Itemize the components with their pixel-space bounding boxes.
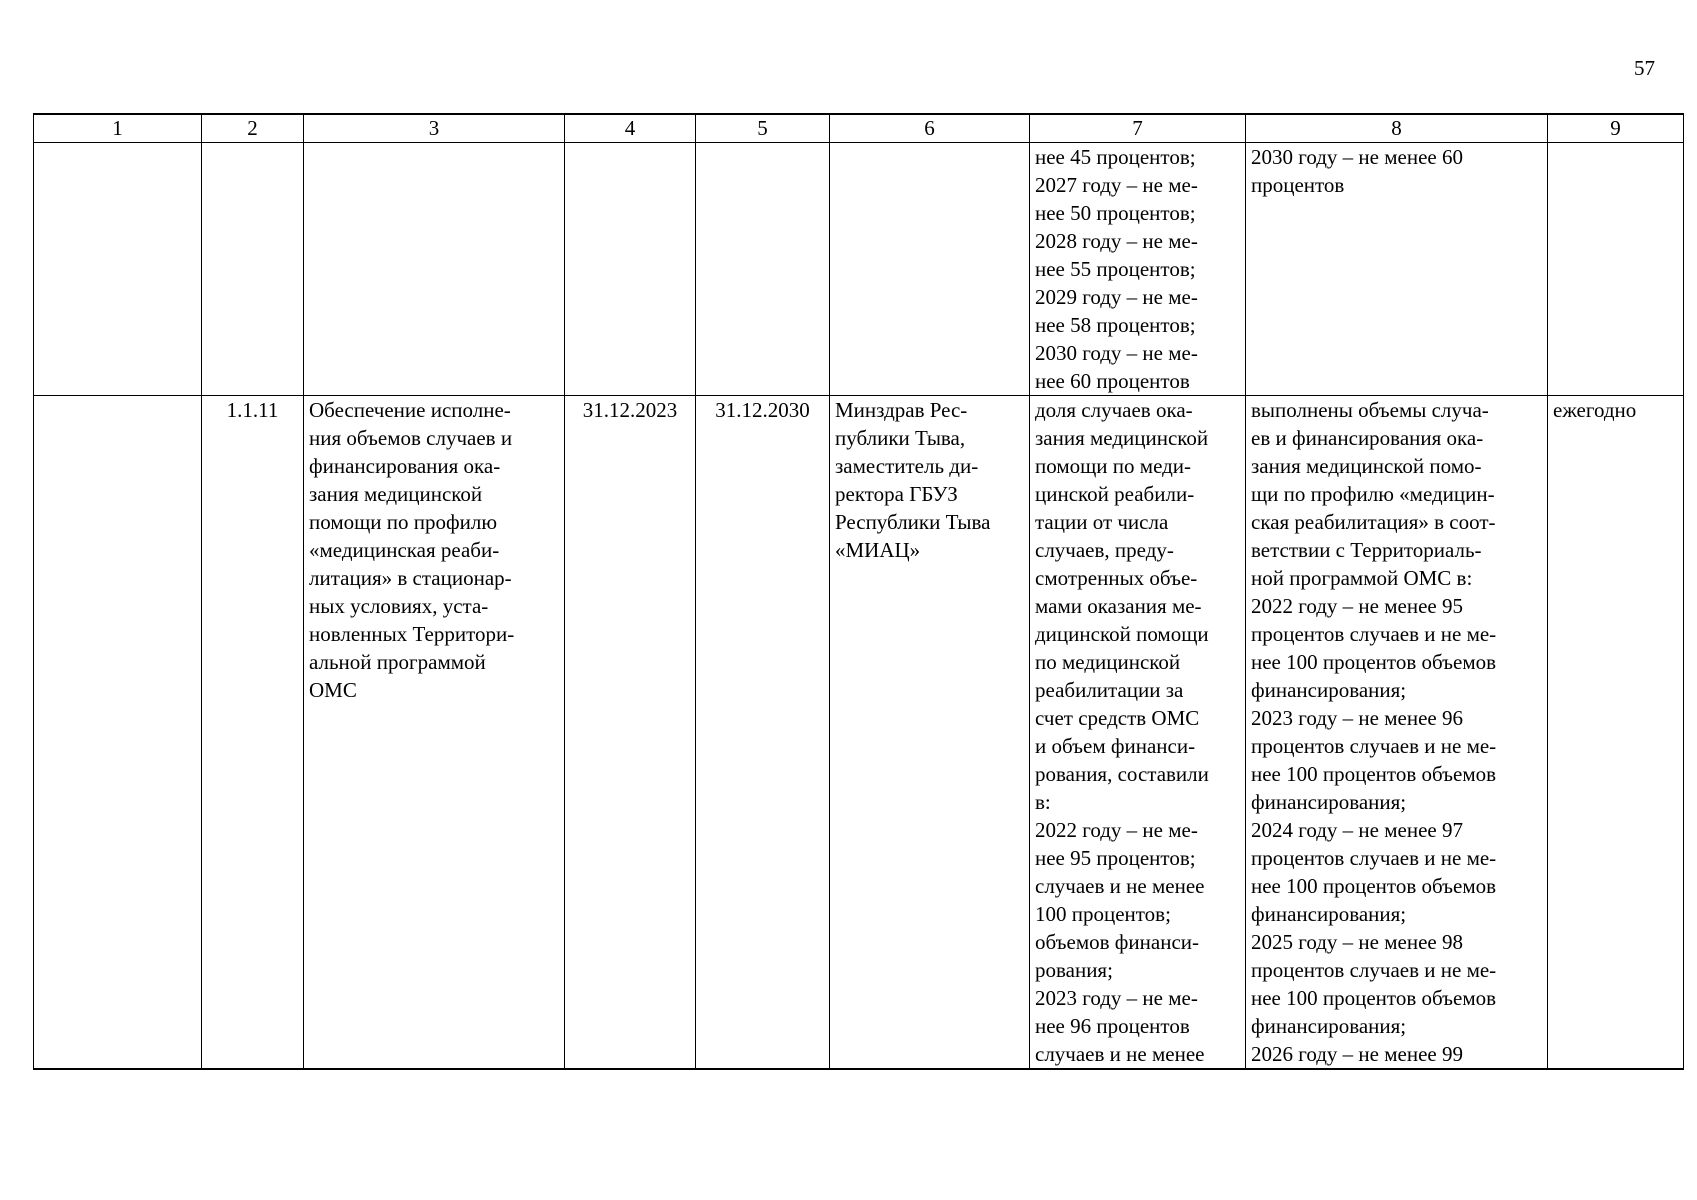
text-line: щи по профилю «медицин- bbox=[1251, 482, 1495, 506]
text-line: Обеспечение исполне- bbox=[309, 398, 511, 422]
measures-table bbox=[33, 113, 1684, 1070]
text-line: по медицинской bbox=[1035, 650, 1181, 674]
text-line: рования, составили bbox=[1035, 762, 1209, 786]
text-line: литация» в стационар- bbox=[309, 566, 512, 590]
text-line: 2023 году – не ме- bbox=[1035, 986, 1198, 1010]
text-line: процентов bbox=[1251, 173, 1345, 197]
text-line: случаев и не менее bbox=[1035, 874, 1205, 898]
column-number-2: 2 bbox=[202, 114, 304, 143]
text-line: 2022 году – не менее 95 bbox=[1251, 594, 1463, 618]
text-line: объемов финанси- bbox=[1035, 930, 1199, 954]
measure-number: 1.1.11 bbox=[202, 396, 304, 1070]
indicator-continuation bbox=[1030, 143, 1246, 396]
text-line: зания медицинской помо- bbox=[1251, 454, 1482, 478]
responsible-executor bbox=[830, 396, 1030, 1070]
column-number-7: 7 bbox=[1030, 114, 1246, 143]
text-line: финансирования; bbox=[1251, 1014, 1407, 1038]
cell-empty bbox=[202, 143, 304, 396]
text-line: нее 55 процентов; bbox=[1035, 257, 1196, 281]
text-line: ОМС bbox=[309, 678, 357, 702]
text-line: нее 50 процентов; bbox=[1035, 201, 1196, 225]
text-line: нее 96 процентов bbox=[1035, 1014, 1190, 1038]
text-line: смотренных объе- bbox=[1035, 566, 1198, 590]
text-line: дицинской помощи bbox=[1035, 622, 1209, 646]
text-line: ной программой ОМС в: bbox=[1251, 566, 1473, 590]
column-number-1: 1 bbox=[34, 114, 202, 143]
cell-empty bbox=[696, 143, 830, 396]
text-line: 2030 году – не ме- bbox=[1035, 341, 1198, 365]
text-line: процентов случаев и не ме- bbox=[1251, 622, 1497, 646]
text-line: нее 100 процентов объемов bbox=[1251, 874, 1497, 898]
text-line: 2029 году – не ме- bbox=[1035, 285, 1198, 309]
column-number-5: 5 bbox=[696, 114, 830, 143]
text-line: цинской реабили- bbox=[1035, 482, 1195, 506]
text-line: тации от числа bbox=[1035, 510, 1169, 534]
text-line: 2024 году – не менее 97 bbox=[1251, 818, 1463, 842]
cell-empty bbox=[34, 143, 202, 396]
continuation-row bbox=[34, 143, 1684, 396]
text-line: 2022 году – не ме- bbox=[1035, 818, 1198, 842]
column-numbers-row bbox=[34, 114, 1684, 143]
text-line: процентов случаев и не ме- bbox=[1251, 958, 1497, 982]
text-line: Республики Тыва bbox=[835, 510, 991, 534]
end-date: 31.12.2030 bbox=[696, 396, 830, 1070]
cell-empty bbox=[34, 396, 202, 1070]
text-line: помощи по профилю bbox=[309, 510, 498, 534]
text-line: выполнены объемы случа- bbox=[1251, 398, 1489, 422]
indicator-text bbox=[1030, 396, 1246, 1070]
column-number-9: 9 bbox=[1548, 114, 1684, 143]
text-line: ская реабилитация» в соот- bbox=[1251, 510, 1496, 534]
start-date: 31.12.2023 bbox=[565, 396, 696, 1070]
text-line: в: bbox=[1035, 790, 1051, 814]
measure-description bbox=[304, 396, 565, 1070]
column-number-3: 3 bbox=[304, 114, 565, 143]
text-line: случаев и не менее bbox=[1035, 1042, 1205, 1066]
text-line: 100 процентов; bbox=[1035, 902, 1171, 926]
text-line: «МИАЦ» bbox=[835, 538, 921, 562]
text-line: заместитель ди- bbox=[835, 454, 979, 478]
text-line: Минздрав Рес- bbox=[835, 398, 968, 422]
text-line: мами оказания ме- bbox=[1035, 594, 1202, 618]
text-line: ев и финансирования ока- bbox=[1251, 426, 1484, 450]
text-line: зания медицинской bbox=[309, 482, 483, 506]
text-line: нее 45 процентов; bbox=[1035, 145, 1196, 169]
text-line: публики Тыва, bbox=[835, 426, 966, 450]
page-number: 57 bbox=[1634, 56, 1655, 80]
text-line: случаев, преду- bbox=[1035, 538, 1174, 562]
text-line: 2030 году – не менее 60 bbox=[1251, 145, 1463, 169]
text-line: ных условиях, уста- bbox=[309, 594, 489, 618]
text-line: 2028 году – не ме- bbox=[1035, 229, 1198, 253]
column-number-6: 6 bbox=[830, 114, 1030, 143]
text-line: финансирования; bbox=[1251, 790, 1407, 814]
text-line: ния объемов случаев и bbox=[309, 426, 513, 450]
text-line: реабилитации за bbox=[1035, 678, 1184, 702]
text-line: процентов случаев и не ме- bbox=[1251, 734, 1497, 758]
text-line: нее 60 процентов bbox=[1035, 369, 1190, 393]
text-line: нее 100 процентов объемов bbox=[1251, 762, 1497, 786]
expected-result bbox=[1246, 396, 1548, 1070]
text-line: зания медицинской bbox=[1035, 426, 1209, 450]
text-line: счет средств ОМС bbox=[1035, 706, 1200, 730]
periodicity: ежегодно bbox=[1548, 396, 1684, 1070]
cell-empty bbox=[1548, 143, 1684, 396]
text-line: рования; bbox=[1035, 958, 1113, 982]
text-line: и объем финанси- bbox=[1035, 734, 1196, 758]
text-line: 2027 году – не ме- bbox=[1035, 173, 1198, 197]
text-line: 2025 году – не менее 98 bbox=[1251, 930, 1463, 954]
text-line: нее 95 процентов; bbox=[1035, 846, 1196, 870]
text-line: процентов случаев и не ме- bbox=[1251, 846, 1497, 870]
text-line: ветствии с Территориаль- bbox=[1251, 538, 1482, 562]
measure-row bbox=[34, 396, 1684, 1070]
text-line: альной программой bbox=[309, 650, 486, 674]
text-line: нее 58 процентов; bbox=[1035, 313, 1196, 337]
text-line: финансирования; bbox=[1251, 902, 1407, 926]
text-line: финансирования ока- bbox=[309, 454, 501, 478]
cell-empty bbox=[830, 143, 1030, 396]
column-number-8: 8 bbox=[1246, 114, 1548, 143]
text-line: «медицинская реаби- bbox=[309, 538, 500, 562]
text-line: новленных Территори- bbox=[309, 622, 515, 646]
cell-empty bbox=[304, 143, 565, 396]
text-line: нее 100 процентов объемов bbox=[1251, 650, 1497, 674]
text-line: помощи по меди- bbox=[1035, 454, 1192, 478]
text-line: нее 100 процентов объемов bbox=[1251, 986, 1497, 1010]
text-line: 2023 году – не менее 96 bbox=[1251, 706, 1463, 730]
column-number-4: 4 bbox=[565, 114, 696, 143]
text-line: доля случаев ока- bbox=[1035, 398, 1193, 422]
result-continuation bbox=[1246, 143, 1548, 396]
cell-empty bbox=[565, 143, 696, 396]
text-line: 2026 году – не менее 99 bbox=[1251, 1042, 1463, 1066]
text-line: ректора ГБУЗ bbox=[835, 482, 958, 506]
text-line: финансирования; bbox=[1251, 678, 1407, 702]
